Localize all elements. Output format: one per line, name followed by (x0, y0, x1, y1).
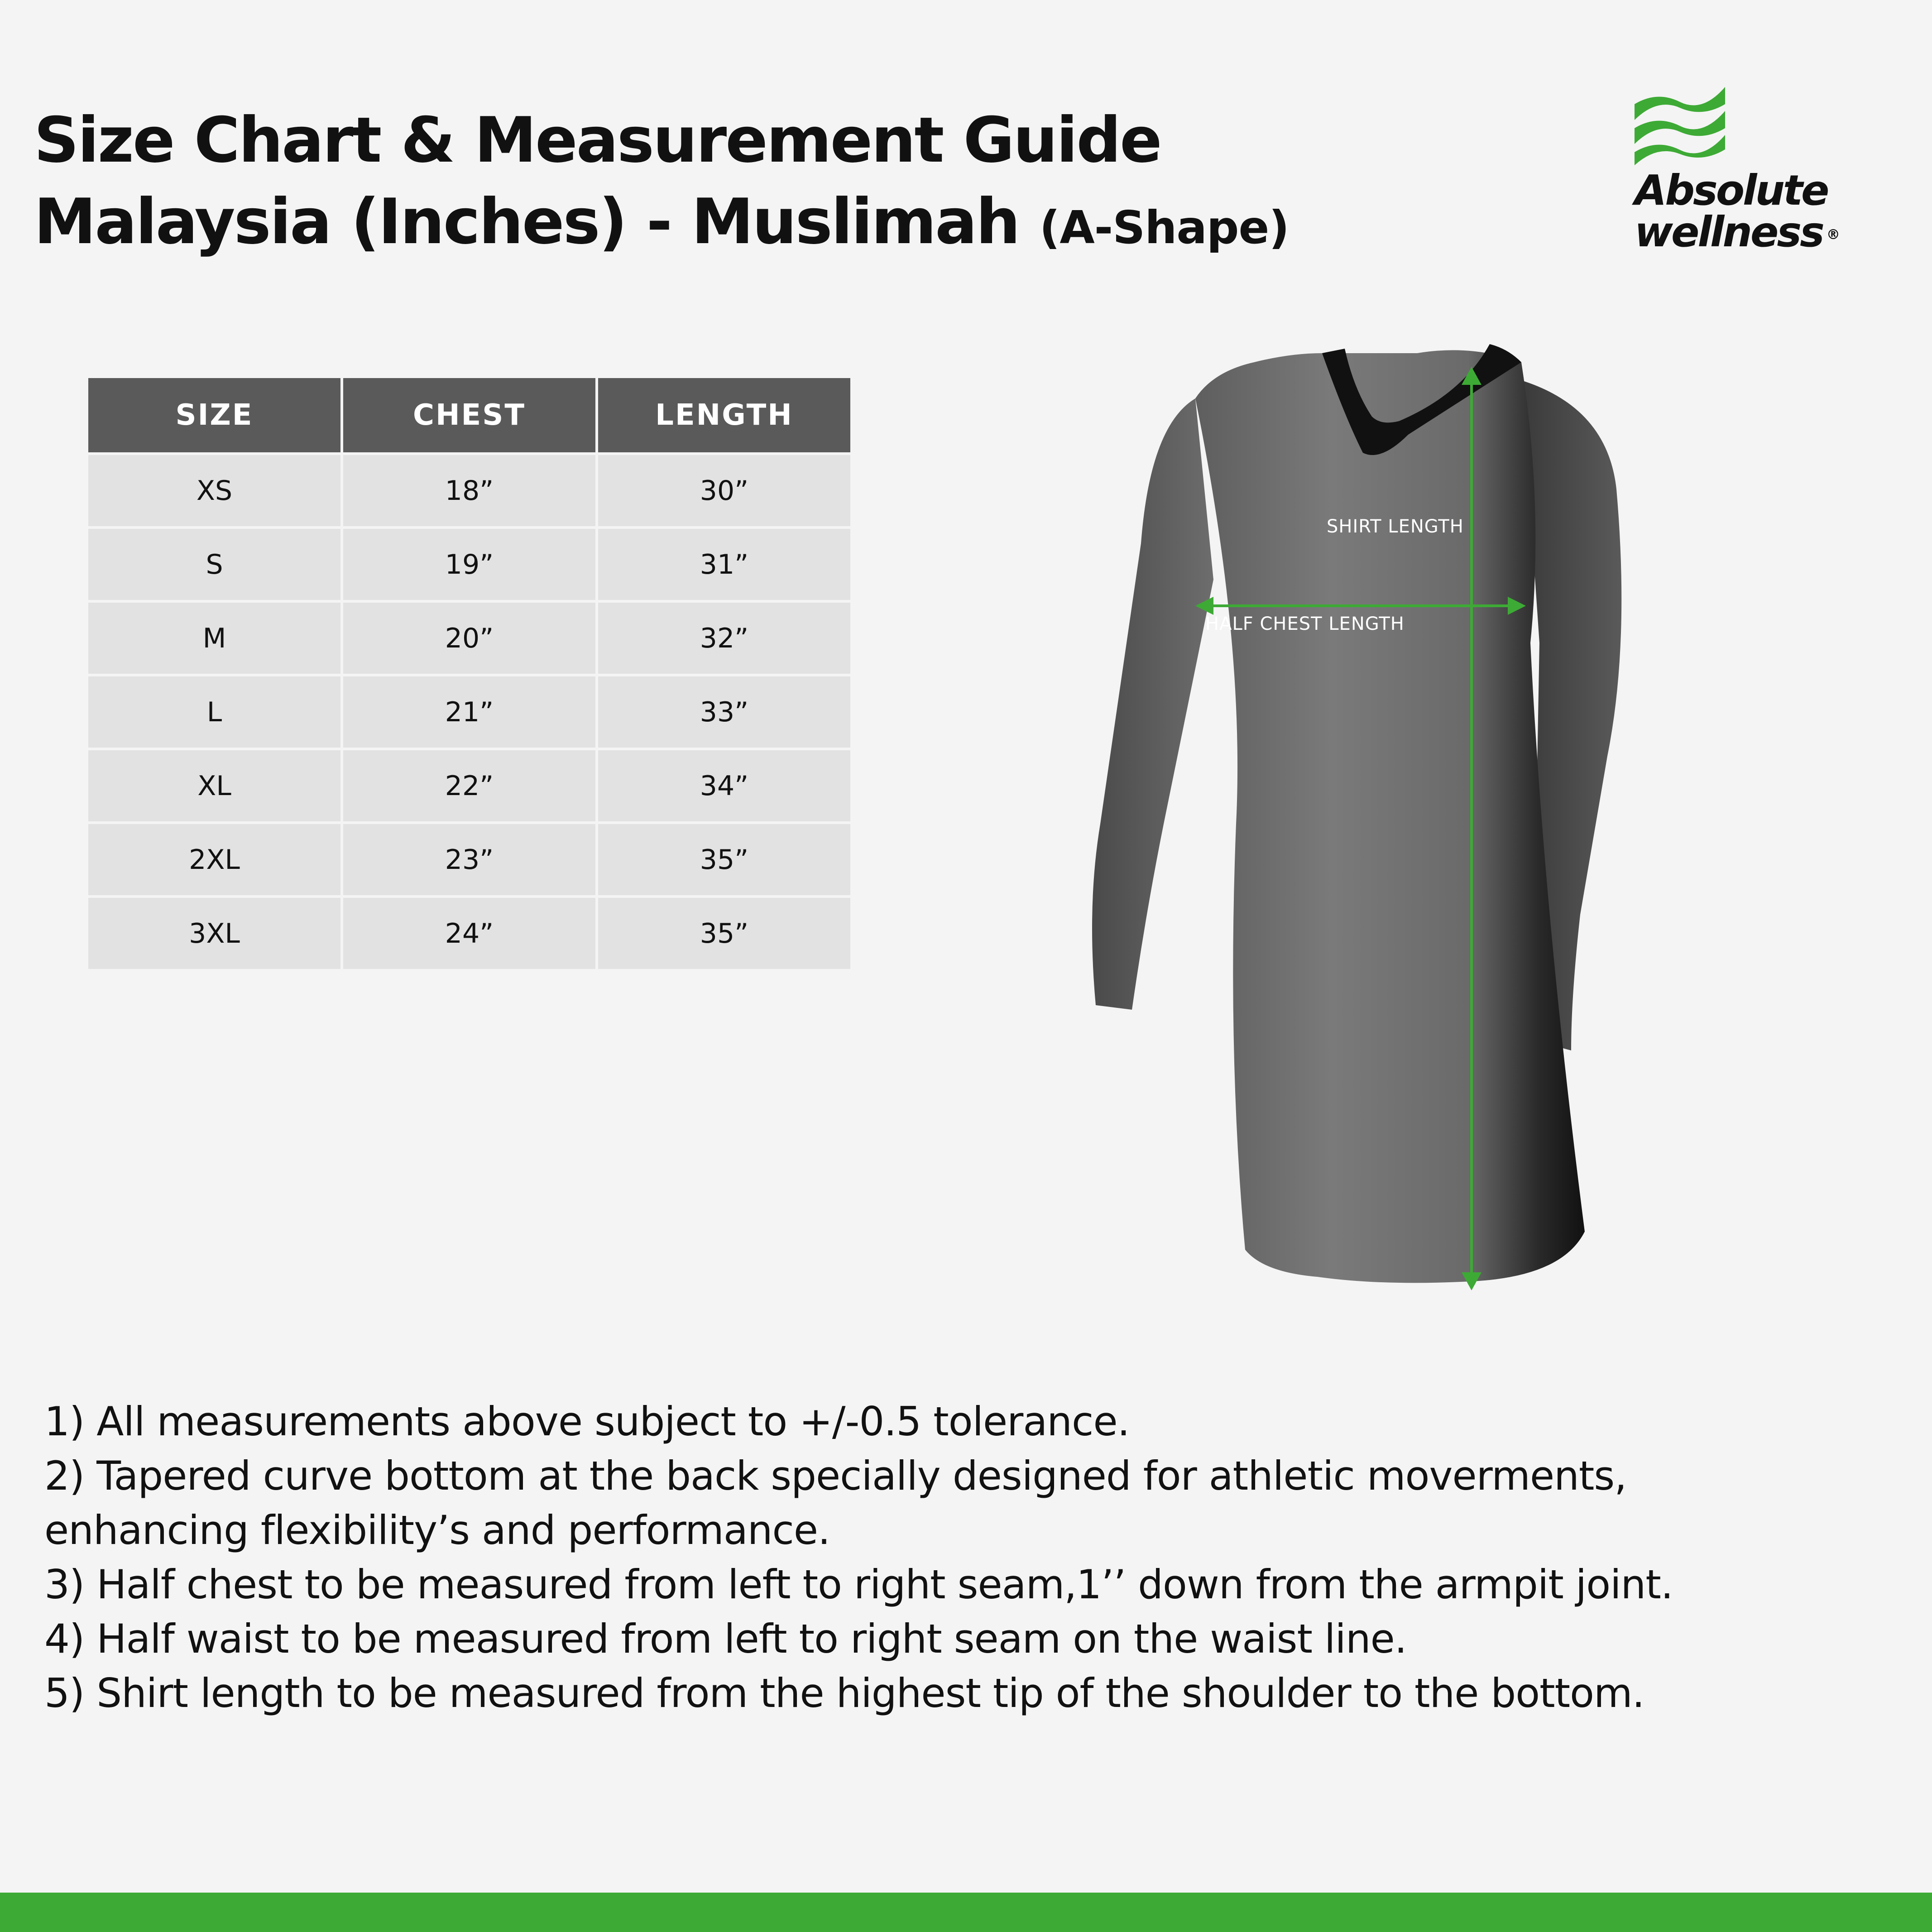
chest-cell: 19” (343, 529, 595, 600)
chest-cell: 22” (343, 750, 595, 821)
brand-logo (1630, 81, 1865, 263)
left-sleeve (1092, 398, 1213, 1010)
note-item: 2) Tapered curve bottom at the back specially designed for athletic moverments, (44, 1453, 1627, 1499)
wave-flag-icon (1635, 81, 1725, 168)
shirt-length-label: SHIRT LENGTH (1327, 516, 1464, 537)
chest-cell: 20” (343, 603, 595, 674)
size-cell: 3XL (88, 898, 340, 969)
length-cell: 35” (598, 898, 850, 969)
size-cell: 2XL (88, 824, 340, 895)
table-row (88, 750, 850, 821)
size-cell: XL (88, 750, 340, 821)
chest-cell: 23” (343, 824, 595, 895)
shirt-body (1195, 350, 1585, 1283)
table-row (88, 529, 850, 600)
header-size: SIZE (88, 378, 340, 452)
title-block (34, 100, 1289, 268)
half-chest-label: HALF CHEST LENGTH (1205, 614, 1405, 634)
length-cell: 30” (598, 455, 850, 526)
logo-line2: wellness (1635, 208, 1823, 256)
table-row (88, 676, 850, 748)
chest-cell: 21” (343, 676, 595, 748)
length-cell: 35” (598, 824, 850, 895)
size-cell: S (88, 529, 340, 600)
length-cell: 32” (598, 603, 850, 674)
page-subtitle (34, 181, 1289, 268)
subtitle-suffix: (A-Shape) (1039, 201, 1290, 254)
table-row (88, 455, 850, 526)
size-table (86, 375, 853, 972)
logo-line1: Absolute (1635, 166, 1828, 215)
chest-cell: 18” (343, 455, 595, 526)
length-cell: 31” (598, 529, 850, 600)
header-length: LENGTH (598, 378, 850, 452)
note-item: 4) Half waist to be measured from left to right seam on the waist line. (44, 1616, 1407, 1662)
size-cell: XS (88, 455, 340, 526)
table-row (88, 824, 850, 895)
chest-cell: 24” (343, 898, 595, 969)
notes-list (44, 1395, 1892, 1721)
shirt-illustration (1064, 326, 1653, 1313)
length-cell: 34” (598, 750, 850, 821)
table-row (88, 898, 850, 969)
logo-line2-wrap (1635, 208, 1840, 256)
note-item: 3) Half chest to be measured from left to right seam,1’’ down from the armpit joint. (44, 1561, 1673, 1608)
size-cell: M (88, 603, 340, 674)
note-item: 1) All measurements above subject to +/-0.5 tolerance. (44, 1398, 1130, 1445)
table-header-row (88, 378, 850, 452)
garment-illustration (1064, 326, 1653, 1313)
page-title: Size Chart & Measurement Guide (34, 104, 1161, 177)
footer-bar (0, 1893, 1932, 1932)
size-cell: L (88, 676, 340, 748)
header-chest: CHEST (343, 378, 595, 452)
logo-wordmark (1635, 166, 1840, 256)
length-cell: 33” (598, 676, 850, 748)
table-row (88, 603, 850, 674)
note-item: enhancing flexibility’s and performance. (44, 1507, 830, 1553)
subtitle-main: Malaysia (Inches) - Muslimah (34, 185, 1019, 258)
note-item: 5) Shirt length to be measured from the highest tip of the shoulder to the bottom. (44, 1670, 1644, 1716)
registered-mark: ® (1826, 226, 1840, 243)
